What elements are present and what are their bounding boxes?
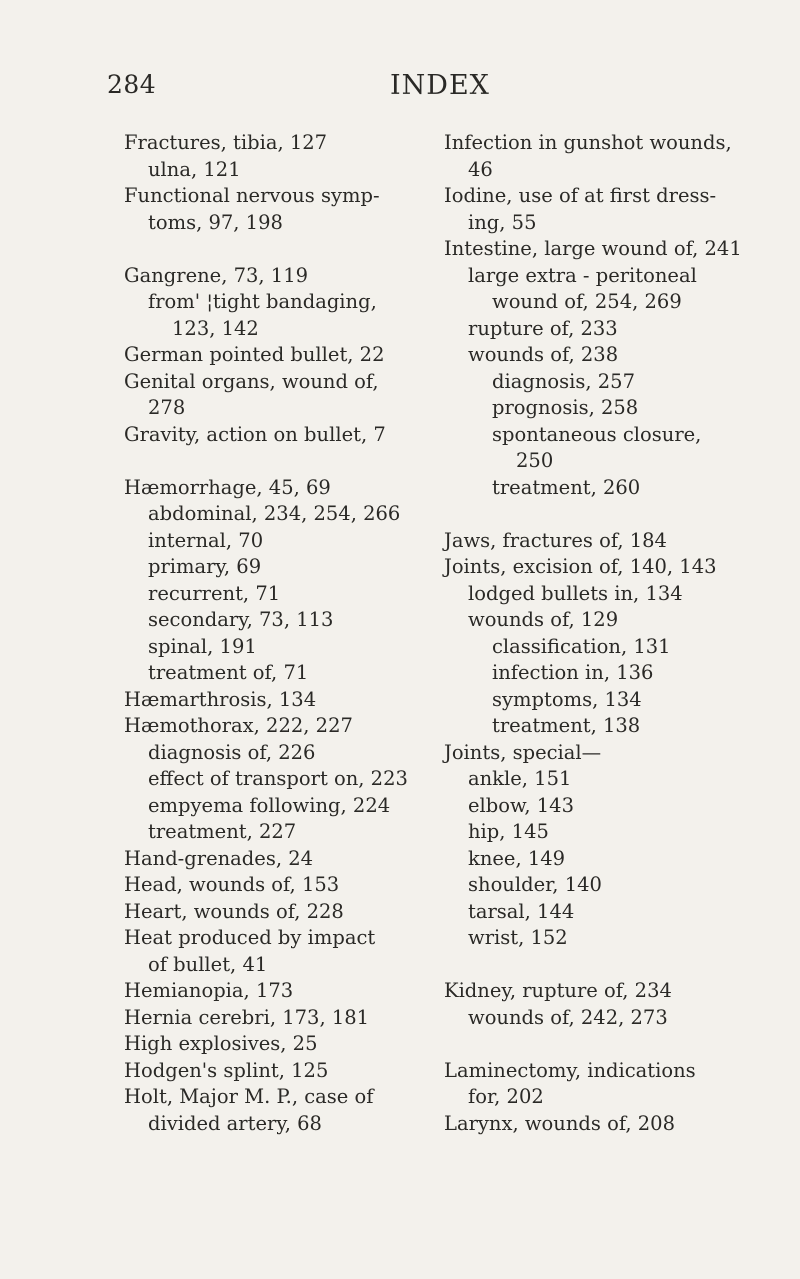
index-subentry: wounds of, 238 xyxy=(468,343,619,366)
index-subentry: toms, 97, 198 xyxy=(148,210,283,234)
index-subentry: spinal, 191 xyxy=(148,634,257,658)
index-subentry: 123, 142 xyxy=(172,316,259,340)
index-entry: High explosives, 25 xyxy=(124,1032,318,1055)
index-subentry: treatment, 138 xyxy=(492,714,641,737)
index-subentry: treatment, 227 xyxy=(148,820,297,843)
index-entry: Head, wounds of, 153 xyxy=(124,873,340,896)
index-entry: Joints, special— xyxy=(444,740,602,764)
index-subentry: primary, 69 xyxy=(148,555,262,578)
index-subentry: tarsal, 144 xyxy=(468,899,575,923)
index-subentry: from' ¦tight bandaging, xyxy=(148,290,377,313)
index-subentry: rupture of, 233 xyxy=(468,316,618,340)
index-subentry: 46 xyxy=(468,157,493,181)
index-entry: Hæmothorax, 222, 227 xyxy=(124,714,353,737)
section-gap xyxy=(124,448,424,475)
index-subentry: ankle, 151 xyxy=(468,767,572,790)
index-subentry: elbow, 143 xyxy=(468,793,574,817)
index-subentry: wounds of, 242, 273 xyxy=(468,1005,668,1029)
index-column-right xyxy=(444,130,769,1137)
index-entry: Hemianopia, 173 xyxy=(124,979,294,1002)
index-entry: Joints, excision of, 140, 143 xyxy=(444,555,717,578)
index-subentry: treatment, 260 xyxy=(492,475,641,499)
index-subentry: hip, 145 xyxy=(468,820,549,843)
index-subentry: ulna, 121 xyxy=(148,157,241,181)
index-entry: Heart, wounds of, 228 xyxy=(124,899,344,923)
index-entry: Infection in gunshot wounds, xyxy=(444,131,732,154)
index-subentry: wounds of, 129 xyxy=(468,608,619,631)
index-subentry: knee, 149 xyxy=(468,846,566,870)
index-entry: Intestine, large wound of, 241 xyxy=(444,237,742,260)
index-entry: Laminectomy, indications xyxy=(444,1058,696,1082)
index-entry: Hæmarthrosis, 134 xyxy=(124,687,317,711)
index-entry: Gangrene, 73, 119 xyxy=(124,263,309,287)
index-entry: German pointed bullet, 22 xyxy=(124,343,385,366)
index-entry: Hernia cerebri, 173, 181 xyxy=(124,1005,370,1029)
section-gap xyxy=(444,1031,769,1058)
index-entry: Hand-grenades, 24 xyxy=(124,846,314,870)
index-subentry: diagnosis, 257 xyxy=(492,369,635,393)
index-subentry: prognosis, 258 xyxy=(492,396,639,419)
index-entry: Functional nervous symp- xyxy=(124,184,380,207)
index-subentry: symptoms, 134 xyxy=(492,687,642,711)
page-title: INDEX xyxy=(390,70,490,101)
section-gap xyxy=(444,501,769,528)
index-subentry: ing, 55 xyxy=(468,210,537,234)
index-entry: Holt, Major M. P., case of xyxy=(124,1085,374,1108)
index-subentry: large extra - peritoneal xyxy=(468,263,697,287)
index-subentry: wrist, 152 xyxy=(468,926,568,949)
index-subentry: 278 xyxy=(148,396,186,419)
index-entry: Hodgen's splint, 125 xyxy=(124,1058,329,1082)
index-subentry: treatment of, 71 xyxy=(148,661,309,684)
index-entry: Larynx, wounds of, 208 xyxy=(444,1111,675,1135)
index-entry: Iodine, use of at first dress- xyxy=(444,184,717,207)
index-subentry: diagnosis of, 226 xyxy=(148,740,316,764)
index-subentry: recurrent, 71 xyxy=(148,581,281,605)
page-number: 284 xyxy=(107,70,157,99)
index-subentry: effect of transport on, 223 xyxy=(148,767,408,790)
index-entry: Hæmorrhage, 45, 69 xyxy=(124,475,331,499)
index-subentry: classification, 131 xyxy=(492,634,671,658)
index-subentry: secondary, 73, 113 xyxy=(148,608,334,631)
index-entry: Fractures, tibia, 127 xyxy=(124,131,328,154)
index-subentry: of bullet, 41 xyxy=(148,952,268,976)
index-subentry: 250 xyxy=(516,449,554,472)
index-entry: Gravity, action on bullet, 7 xyxy=(124,422,386,446)
index-subentry: infection in, 136 xyxy=(492,661,654,684)
index-subentry: internal, 70 xyxy=(148,528,264,552)
index-entry: Jaws, fractures of, 184 xyxy=(444,528,667,552)
index-subentry: empyema following, 224 xyxy=(148,793,391,817)
index-subentry: for, 202 xyxy=(468,1085,544,1108)
index-subentry: abdominal, 234, 254, 266 xyxy=(148,502,401,525)
section-gap xyxy=(444,952,769,979)
index-column-left xyxy=(124,130,424,1137)
section-gap xyxy=(124,236,424,263)
index-subentry: wound of, 254, 269 xyxy=(492,290,682,313)
index-entry: Genital organs, wound of, xyxy=(124,369,379,393)
index-subentry: divided artery, 68 xyxy=(148,1111,322,1135)
index-entry: Heat produced by impact xyxy=(124,926,376,949)
page-header xyxy=(0,70,800,110)
index-subentry: spontaneous closure, xyxy=(492,422,702,446)
index-subentry: shoulder, 140 xyxy=(468,873,602,896)
index-entry: Kidney, rupture of, 234 xyxy=(444,979,672,1002)
index-subentry: lodged bullets in, 134 xyxy=(468,581,683,605)
